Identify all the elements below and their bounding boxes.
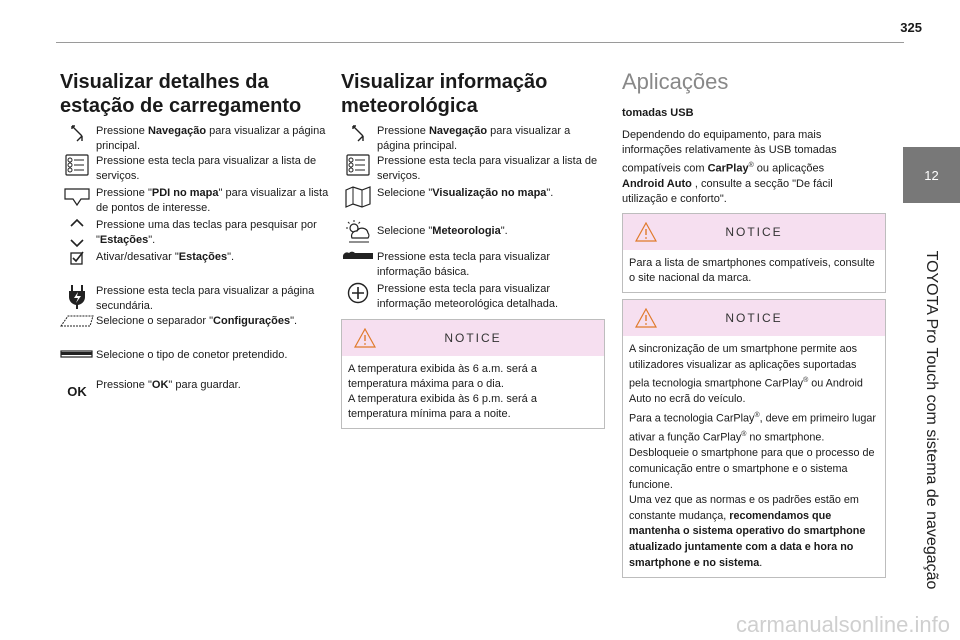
page-number: 325: [900, 20, 922, 35]
notice-compatible-phones: [622, 213, 886, 293]
step-text: Selecione "Meteorologia".: [377, 225, 508, 237]
step-services-list: [341, 154, 607, 184]
chevron-up-down-icon: [60, 218, 94, 238]
basic-info-bar-icon: [341, 250, 375, 270]
selection-bar-icon: [60, 348, 94, 368]
subtitle-usb: tomadas USB: [622, 107, 694, 119]
map-icon: [341, 186, 375, 206]
step-text: Selecione o separador "Configurações".: [96, 315, 298, 327]
plug-icon: [60, 284, 94, 304]
notice-header: NOTICE: [342, 320, 604, 356]
section-title-applications: Aplicações: [622, 69, 729, 94]
step-settings-tab: [60, 314, 297, 334]
ok-icon: OK: [67, 384, 87, 399]
step-text: Ativar/desativar "Estações".: [96, 251, 235, 263]
step-text: Pressione "OK" para guardar.: [96, 379, 241, 391]
weather-icon: [341, 220, 375, 240]
step-text: Pressione Navegação para visualizar a página principal.: [377, 125, 571, 152]
column-applications: [622, 69, 886, 569]
step-text: Pressione "PDI no mapa" para visualizar a lista de pontos de interesse.: [96, 187, 329, 214]
step-connector-type: [60, 348, 287, 368]
checkbox-icon: [60, 250, 94, 270]
column-charging-station: [60, 70, 330, 399]
step-navigation: [341, 124, 605, 154]
step-text: Pressione esta tecla para visualizar a lista de serviços.: [96, 155, 317, 182]
step-poi-map: [60, 186, 330, 216]
step-weather: [341, 220, 508, 240]
column-weather: [341, 70, 606, 420]
step-text: Pressione uma das teclas para pesquisar por "Estações".: [96, 219, 317, 246]
plus-circle-icon: [341, 282, 375, 302]
intro-paragraph: Dependendo do equipamento, para mais informações relativamente às USB tomadas compatíveis com CarPlay® ou aplicações Android Auto , consulte a secção "De fácil utilização e conforto".: [622, 129, 837, 205]
side-chapter-title: TOYOTA Pro Touch com sistema de navegação: [923, 250, 940, 590]
watermark: carmanualsonline.info: [735, 612, 950, 637]
step-toggle-stations: [60, 250, 234, 270]
step-basic-info: [341, 250, 603, 280]
warning-icon: [635, 222, 657, 242]
navigation-arrow-icon: [341, 124, 375, 144]
chapter-tab[interactable]: 12: [903, 147, 960, 203]
step-ok: [60, 378, 241, 398]
step-detailed-info: [341, 282, 603, 312]
step-text: Selecione "Visualização no mapa".: [377, 187, 554, 199]
step-text: Pressione Navegação para visualizar a página principal.: [96, 125, 326, 152]
step-services-list: [60, 154, 330, 184]
notice-temperature: [341, 319, 605, 429]
step-search-stations: [60, 218, 330, 248]
section-title-charging: Visualizar detalhes da estação de carregamento: [60, 71, 302, 117]
step-map-view: [341, 186, 553, 206]
section-title-weather: Visualizar informação meteorológica: [341, 71, 548, 117]
step-text: Pressione esta tecla para visualizar informação meteorológica detalhada.: [377, 283, 559, 310]
step-navigation: [60, 124, 330, 154]
step-text: Pressione esta tecla para visualizar a lista de serviços.: [377, 155, 598, 182]
notice-body: A temperatura exibida às 6 a.m. será a temperatura máxima para o dia. A temperatura exibida às 6 p.m. será a temperatura mínima para a noite.: [348, 363, 537, 420]
services-list-icon: [341, 154, 375, 174]
notice-smartphone-sync: [622, 299, 886, 578]
tab-separator-icon: [60, 314, 94, 334]
step-secondary-page: [60, 284, 330, 314]
warning-icon: [354, 328, 376, 348]
notice-body: A sincronização de um smartphone permite aos utilizadores visualizar as aplicações suportadas pela tecnologia smartphone CarPlay® ou Android Auto no ecrã do veículo. Para a tecnologia CarPlay®, deve em primeiro lugar ativar a função CarPlay® no smartphone. Desbloqueie o smartphone para que o processo de comunicação entre o smartphone e o sistema funcione. Uma vez que as normas e os padrões estão em constante mudança, recomendamos que mantenha o sistema operativo do smartphone atualizado juntamente com a data e hora no smartphone e no sistema.: [629, 343, 877, 569]
notice-body: Para a lista de smartphones compatíveis, consulte o site nacional da marca.: [629, 257, 875, 284]
notice-header: NOTICE: [623, 214, 885, 250]
header-divider: [56, 42, 904, 43]
step-text: Selecione o tipo de conetor pretendido.: [96, 349, 288, 361]
notice-header: NOTICE: [623, 300, 885, 336]
step-text: Pressione esta tecla para visualizar informação básica.: [377, 251, 551, 278]
warning-icon: [635, 308, 657, 328]
navigation-arrow-icon: [60, 124, 94, 144]
services-list-icon: [60, 154, 94, 174]
poi-map-icon: [60, 186, 94, 206]
step-text: Pressione esta tecla para visualizar a página secundária.: [96, 285, 315, 312]
